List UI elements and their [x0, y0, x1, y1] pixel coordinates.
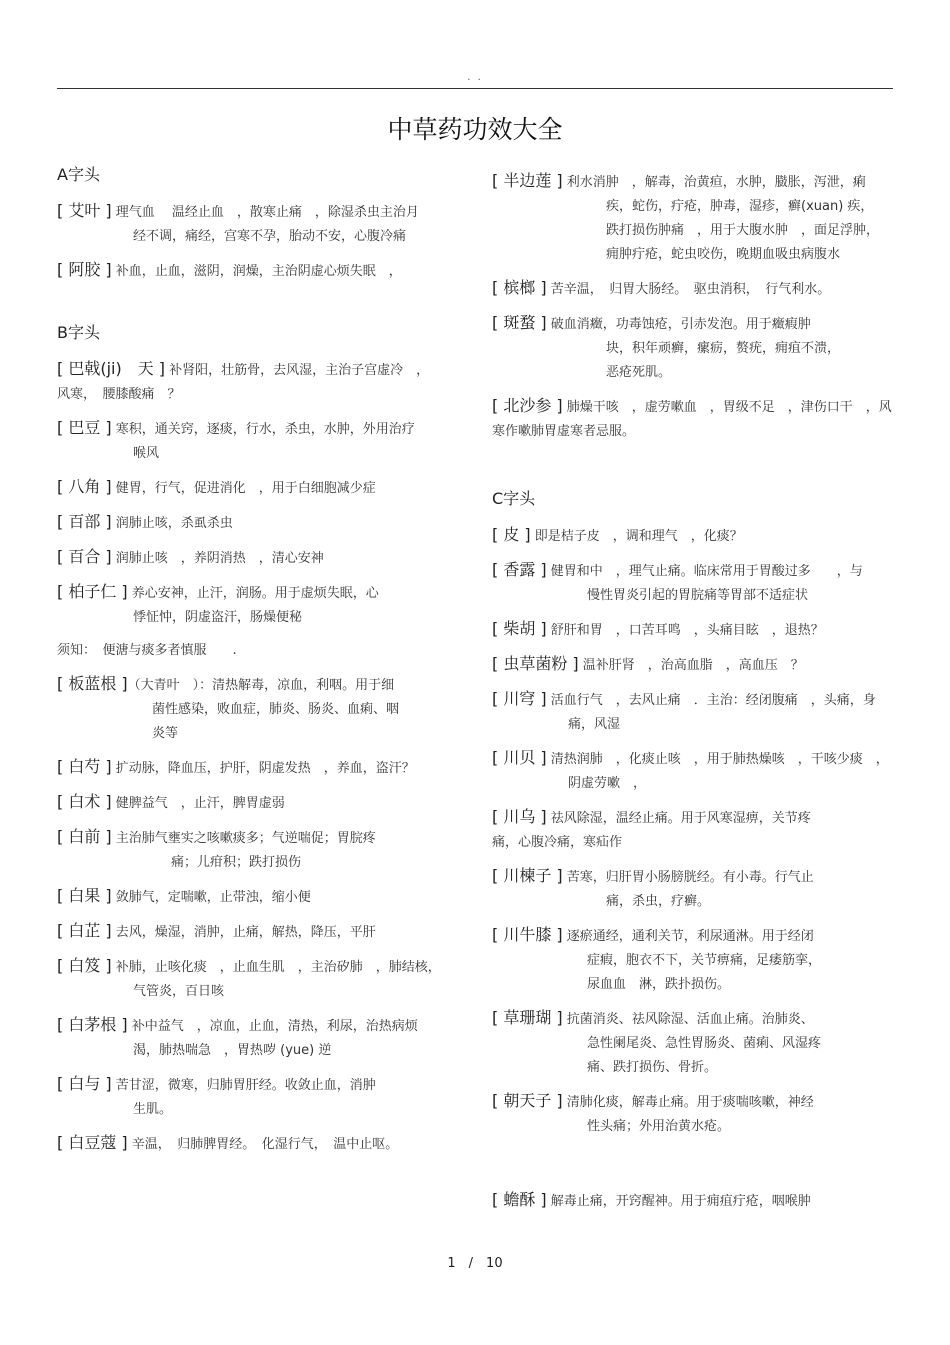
header-dots: . .	[467, 72, 483, 83]
herb-name: [ 白茅根 ]	[57, 1015, 128, 1034]
herb-description-continued: 痛，杀虫，疗癣。	[606, 894, 711, 909]
herb-description-continued: 悸怔忡，阴虚盗汗，肠燥便秘	[133, 610, 303, 625]
herb-entry	[57, 825, 457, 875]
herb-description: 即是桔子皮 ，调和理气 ，化痰？	[530, 529, 743, 544]
herb-entry	[57, 919, 457, 945]
herb-description: 祛风除湿，温经止痛。用于风寒湿痹，关节疼	[546, 811, 811, 826]
herb-description: 理气血 温经止血 ，散寒止痛 ，除湿杀虫主治月	[111, 205, 419, 220]
herb-name: [ 白果 ]	[57, 886, 112, 905]
herb-name: [ 川牛膝 ]	[492, 925, 563, 944]
herb-description-continued: 痛；儿疳积；跌打损伤	[171, 855, 302, 870]
herb-entry	[57, 1072, 457, 1122]
herb-name: [ 柴胡 ]	[492, 619, 547, 638]
herb-name: [ 朝天子 ]	[492, 1091, 563, 1110]
herb-description-continued: 跌打损伤肿痛 ，用于大腹水肿 ，面足浮肿，	[606, 223, 880, 238]
herb-description: 清肺化痰，解毒止痛。用于痰喘咳嗽，神经	[562, 1095, 814, 1110]
herb-description: 解毒止痛，开窍醒神。用于痈疽疔疮，咽喉肿	[546, 1194, 811, 1209]
herb-name: [ 草珊瑚 ]	[492, 1008, 563, 1027]
herb-name: [ 百部 ]	[57, 512, 112, 531]
herb-description-continued: 寒作嗽肺胃虚寒者忌服。	[492, 424, 636, 439]
herb-description: 健脾益气 ，止汗，脾胃虚弱	[111, 796, 285, 811]
herb-description: 补肺，止咳化痰 ，止血生肌 ，主治矽肺 ，肺结核，	[111, 960, 441, 975]
herb-name: [ 虫草菌粉 ]	[492, 654, 579, 673]
herb-description-continued: 痛，心腹冷痛，寒疝作	[492, 835, 623, 850]
herb-entry	[57, 755, 457, 781]
herb-entry	[492, 523, 902, 549]
herb-entry	[492, 1188, 902, 1214]
herb-description: 健胃，行气，促进消化 ，用于白细胞减少症	[111, 481, 376, 496]
herb-name: [ 巴豆 ]	[57, 418, 112, 437]
herb-description: 舒肝和胃 ，口苦耳鸣 ，头痛目眩 ，退热？	[546, 623, 824, 638]
herb-description: 苦甘涩，微寒，归肺胃肝经。收敛止血，消肿	[111, 1078, 376, 1093]
herb-description-continued: 痈肿疔疮，蛇虫咬伤，晚期血吸虫病腹水	[606, 247, 841, 262]
herb-name: [ 槟榔 ]	[492, 278, 547, 297]
herb-name: [ 川贝 ]	[492, 748, 547, 767]
herb-description-continued: 风寒， 腰膝酸痛 ？	[57, 387, 181, 402]
herb-description: 利水消肿 ，解毒，治黄疸，水肿，臌胀，泻泄，痢	[562, 175, 866, 190]
herb-description-continued: 菌性感染，败血症，肺炎、肠炎、血痢、咽	[152, 702, 400, 717]
herb-entry	[57, 545, 457, 571]
herb-description-continued: 恶疮死肌。	[606, 365, 672, 380]
herb-entry	[492, 1006, 902, 1080]
herb-entry	[492, 864, 902, 914]
herb-name: [ 白笈 ]	[57, 956, 112, 975]
herb-name: [ 白与 ]	[57, 1074, 112, 1093]
herb-entry	[492, 1089, 902, 1139]
herb-description: 润肺止咳，杀虱杀虫	[111, 516, 233, 531]
herb-description: 去风，燥湿，消肿，止痛，解热，降压，平肝	[111, 925, 376, 940]
herb-entry	[492, 169, 902, 267]
herb-entry	[57, 580, 457, 630]
herb-description-continued: 阴虚劳嗽 ，	[568, 776, 647, 791]
herb-name: [ 艾叶 ]	[57, 201, 112, 220]
section-heading: C字头	[492, 489, 536, 508]
herb-entry	[57, 416, 457, 466]
herb-description-continued: 痛、跌打损伤、骨折。	[587, 1060, 718, 1075]
herb-description-continued: 症瘕，胞衣不下，关节痹痛，足痿筋挛，	[587, 953, 822, 968]
herb-description: 肺燥干咳 ，虚劳嗽血 ，胃级不足 ，津伤口干 ，风	[562, 400, 892, 415]
herb-description: （大青叶 ）：清热解毒，凉血，利咽。用于细	[127, 678, 395, 693]
herb-name: [ 蟾酥 ]	[492, 1190, 547, 1209]
herb-description: 活血行气 ，去风止痛 ．主治：经闭腹痛 ，头痛，身	[546, 693, 876, 708]
herb-description-continued: 气管炎，百日咳	[133, 984, 225, 999]
herb-description-continued: 性头痛；外用治黄水疮。	[587, 1119, 731, 1134]
herb-description-continued: 疾，蛇伤，疔疮，肿毒，湿疹，癣(xuan) 疾，	[606, 199, 874, 214]
herb-description-continued: 急性阑尾炎、急性胃肠炎、菌痢、风湿疼	[587, 1036, 822, 1051]
right-column	[492, 160, 902, 1214]
herb-name: [ 香露 ]	[492, 560, 547, 579]
herb-name: [ 半边莲 ]	[492, 171, 563, 190]
herb-description: 温补肝肾 ，治高血脂 ，高血压 ？	[578, 658, 804, 673]
herb-entry	[57, 258, 457, 284]
herb-name: [ 阿胶 ]	[57, 260, 112, 279]
section-gap	[492, 444, 902, 484]
herb-entry	[57, 1131, 457, 1157]
herb-name: [ 百合 ]	[57, 547, 112, 566]
herb-description-continued: 尿血血 淋，跌扑损伤。	[587, 977, 731, 992]
herb-description-continued: 痛，风湿	[568, 717, 621, 732]
herb-name: [ 皮 ]	[492, 525, 531, 544]
herb-description: 润肺止咳 ，养阴消热 ，清心安神	[111, 551, 324, 566]
herb-description: 健胃和中 ，理气止痛。临床常用于胃酸过多 ，与	[546, 564, 863, 579]
herb-name: [ 巴戟(ji) 天 ]	[57, 359, 166, 378]
herb-description: 苦辛温， 归胃大肠经。 驱虫消积， 行气利水。	[546, 282, 831, 297]
left-column	[57, 160, 457, 1157]
herb-entry	[57, 510, 457, 536]
herb-description-continued: 渴，肺热喘急 ，胃热哕 (yue) 逆	[133, 1043, 332, 1058]
herb-description: 破血消癥，功毒蚀疮，引赤发泡。用于癥瘕肿	[546, 317, 811, 332]
herb-description: 清热润肺 ，化痰止咳 ，用于肺热燥咳 ，干咳少痰 ，	[546, 752, 889, 767]
herb-name: [ 白豆蔻 ]	[57, 1133, 128, 1152]
herb-description-continued: 喉风	[133, 446, 160, 461]
herb-description: 主治肺气壅实之咳嗽痰多；气逆喘促；胃脘疼	[111, 831, 376, 846]
herb-name: [ 八角 ]	[57, 477, 112, 496]
herb-entry	[57, 357, 457, 407]
header-rule	[57, 88, 893, 89]
section-gap	[57, 284, 457, 318]
herb-name: [ 北沙参 ]	[492, 396, 563, 415]
herb-description-continued: 炎等	[152, 726, 179, 741]
herb-entry	[492, 652, 902, 678]
herb-description: 扩动脉，降血压，护肝，阴虚发热 ，养血，盗汗？	[111, 761, 415, 776]
section-gap	[492, 1139, 902, 1179]
herb-description: 养心安神，止汗，润肠。用于虚烦失眠，心	[127, 586, 379, 601]
herb-description-continued: 经不调，痛经，宫寒不孕，胎动不安，心腹冷痛	[133, 229, 407, 244]
herb-name: [ 斑蝥 ]	[492, 313, 547, 332]
herb-entry	[57, 884, 457, 910]
herb-description-continued: 慢性胃炎引起的胃脘痛等胃部不适症状	[587, 588, 809, 603]
page-number: 1 / 10	[447, 1256, 503, 1271]
herb-entry	[492, 687, 902, 737]
herb-description: 抗菌消炎、祛风除湿、活血止痛。治肺炎、	[562, 1012, 814, 1027]
herb-entry	[492, 311, 902, 385]
herb-name: [ 白前 ]	[57, 827, 112, 846]
herb-name: [ 川乌 ]	[492, 807, 547, 826]
herb-entry	[492, 276, 902, 302]
herb-name: [ 柏子仁 ]	[57, 582, 128, 601]
section-heading: B字头	[57, 323, 100, 342]
herb-entry	[492, 394, 902, 444]
herb-entry	[57, 199, 457, 249]
herb-entry	[57, 790, 457, 816]
herb-description: 补血，止血，滋阴，润燥，主治阴虚心烦失眠 ，	[111, 264, 402, 279]
page-title: 中草药功效大全	[387, 115, 563, 144]
herb-entry	[57, 475, 457, 501]
herb-description: 逐瘀通经，通利关节，利尿通淋。用于经闭	[562, 929, 814, 944]
herb-entry	[492, 923, 902, 997]
herb-description-continued: 块，积年顽癣，瘰疬，赘疣，痈疽不溃，	[606, 341, 841, 356]
herb-entry	[492, 746, 902, 796]
section-heading: A字头	[57, 165, 100, 184]
herb-description: 补中益气 ，凉血，止血，清热，利尿，治热病烦	[127, 1019, 418, 1034]
herb-description: 寒积，通关窍，逐痰，行水，杀虫，水肿，外用治疗	[111, 422, 415, 437]
herb-name: [ 川楝子 ]	[492, 866, 563, 885]
herb-name: [ 川穹 ]	[492, 689, 547, 708]
herb-description: 补肾阳，壮筋骨，去风湿，主治子宫虚冷 ，	[165, 363, 430, 378]
herb-entry	[57, 672, 457, 746]
herb-entry	[57, 1013, 457, 1063]
herb-name: [ 白芷 ]	[57, 921, 112, 940]
herb-description-continued: 生肌。	[133, 1102, 173, 1117]
herb-description: 苦寒，归肝胃小肠膀胱经。有小毒。行气止	[562, 870, 814, 885]
herb-description: 敛肺气，定喘嗽，止带浊，缩小便	[111, 890, 311, 905]
herb-name: [ 板蓝根 ]	[57, 674, 128, 693]
herb-entry	[57, 954, 457, 1004]
herb-name: [ 白术 ]	[57, 792, 112, 811]
herb-entry	[492, 805, 902, 855]
herb-entry	[492, 558, 902, 608]
herb-name: [ 白芍 ]	[57, 757, 112, 776]
note-text: 须知： 便溏与痰多者慎服 .	[57, 643, 237, 658]
herb-entry	[492, 617, 902, 643]
herb-description: 辛温， 归肺脾胃经。 化湿行气， 温中止呕。	[127, 1137, 399, 1152]
